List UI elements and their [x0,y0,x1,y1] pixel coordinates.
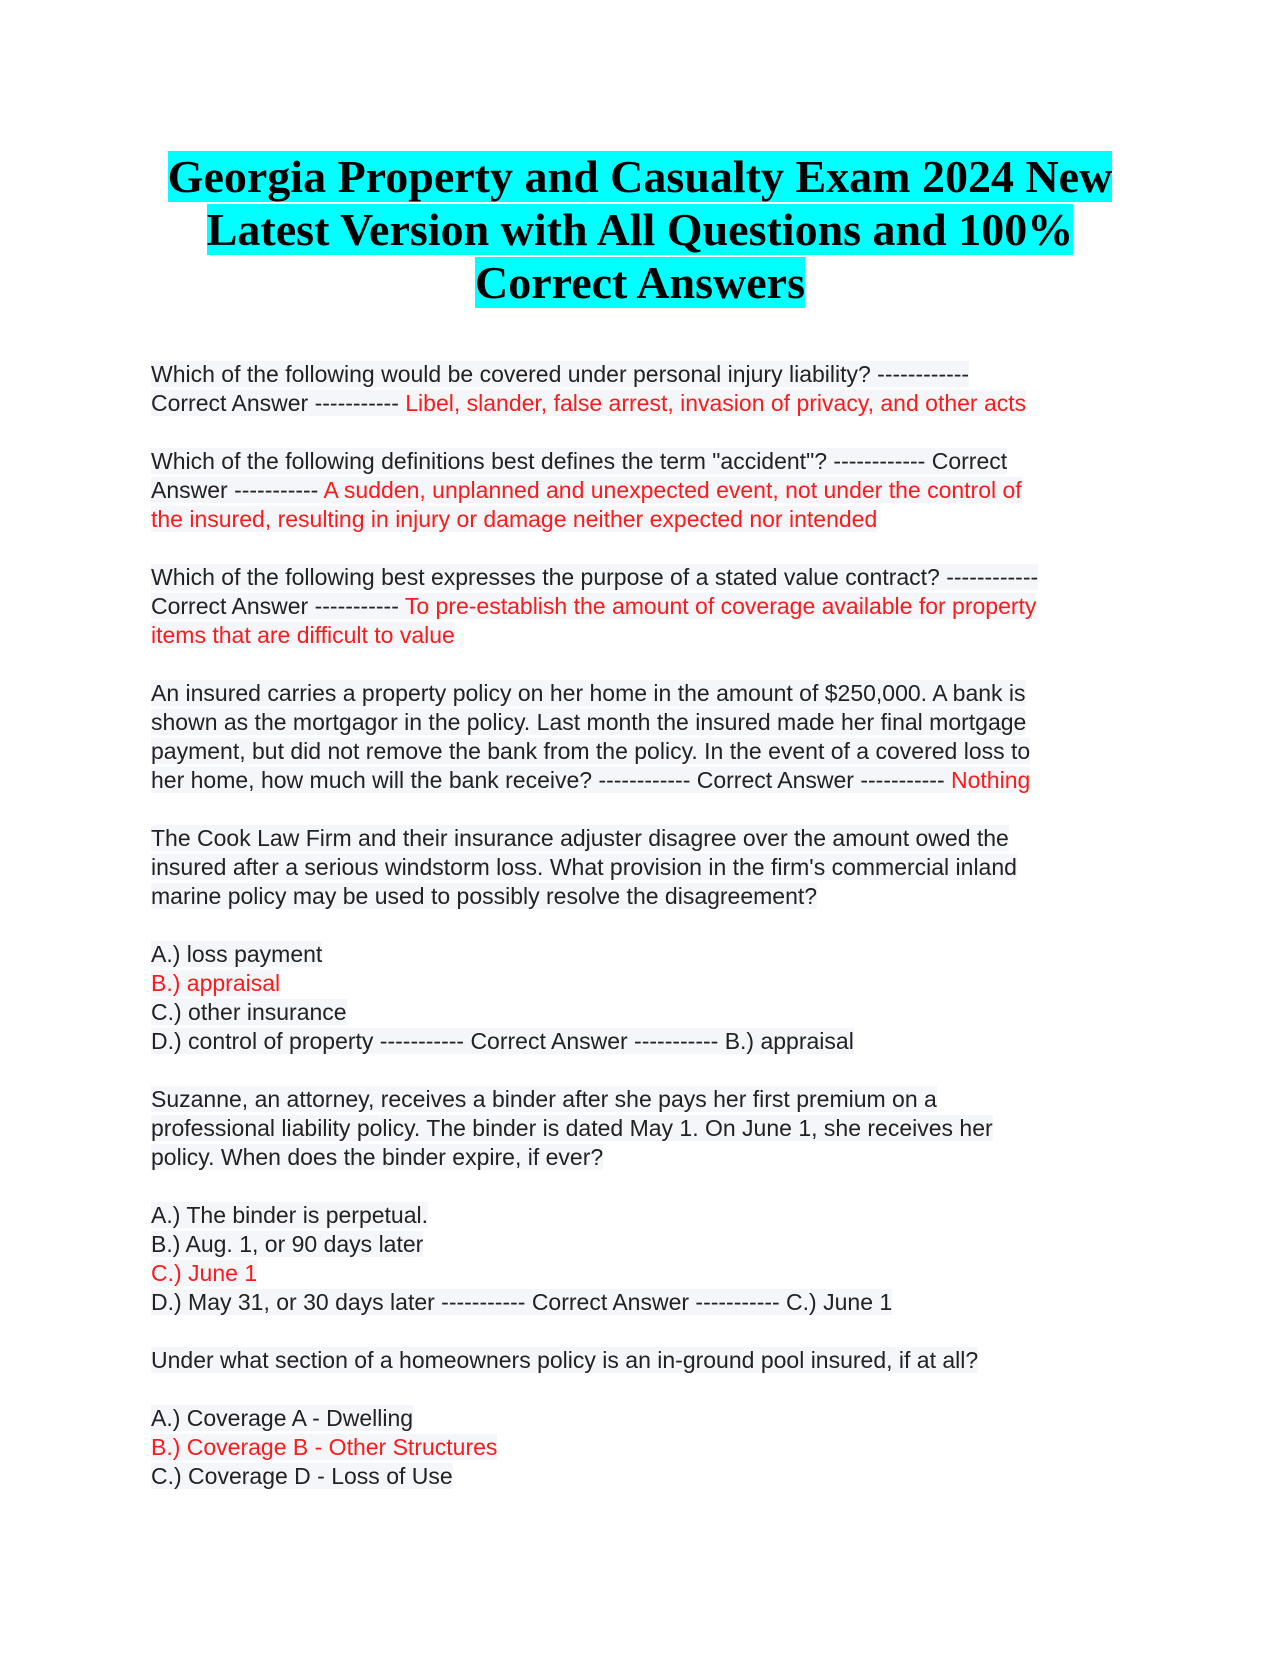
correct-answer: A sudden, unplanned and unexpected event, not under the control of [323,477,1022,503]
option-c: C.) other insurance [151,999,347,1025]
correct-answer-continued: items that are difficult to value [151,622,455,648]
correct-answer: Libel, slander, false arrest, invasion of privacy, and other acts [405,390,1027,416]
question-5-options [151,940,1141,1056]
question-text: marine policy may be used to possibly resolve the disagreement? [151,883,818,909]
option-a: A.) loss payment [151,941,323,967]
question-7-options [151,1404,1141,1491]
option-c: C.) Coverage D - Loss of Use [151,1463,453,1489]
question-text: Which of the following best expresses the purpose of a stated value contract? ------------ [151,564,1039,590]
question-text: insured after a serious windstorm loss. What provision in the firm's commercial inland [151,854,1017,880]
option-a: A.) The binder is perpetual. [151,1202,429,1228]
title-line-3: Correct Answers [475,257,805,308]
question-text: Suzanne, an attorney, receives a binder after she pays her first premium on a [151,1086,937,1112]
correct-answer-continued: the insured, resulting in injury or damage neither expected nor intended [151,506,878,532]
question-text: shown as the mortgagor in the policy. Last month the insured made her final mortgage [151,709,1027,735]
correct-answer: Nothing [951,767,1031,793]
question-1 [151,360,1141,418]
question-3 [151,563,1141,650]
question-text: The Cook Law Firm and their insurance adjuster disagree over the amount owed the [151,825,1009,851]
option-b: B.) Aug. 1, or 90 days later [151,1231,424,1257]
question-4 [151,679,1141,795]
title-line-1: Georgia Property and Casualty Exam 2024 New [167,151,1113,202]
question-7 [151,1346,1141,1375]
option-d-with-answer: D.) control of property ----------- Correct Answer ----------- B.) appraisal [151,1028,854,1054]
title-line-2: Latest Version with All Questions and 100% [206,204,1074,255]
option-b-correct: B.) Coverage B - Other Structures [151,1434,498,1460]
question-text: policy. When does the binder expire, if ever? [151,1144,604,1170]
question-text: payment, but did not remove the bank from the policy. In the event of a covered loss to [151,738,1031,764]
document-title [120,150,1160,309]
correct-answer-label: Correct Answer ----------- [151,390,406,416]
question-text: An insured carries a property policy on her home in the amount of $250,000. A bank is [151,680,1026,706]
question-text: Under what section of a homeowners policy is an in-ground pool insured, if at all? [151,1347,979,1373]
question-text: Which of the following would be covered under personal injury liability? ------------ [151,361,970,387]
correct-answer-label: Correct Answer ----------- [151,593,405,619]
option-d-with-answer: D.) May 31, or 30 days later ----------- Correct Answer ----------- C.) June 1 [151,1289,893,1315]
option-a: A.) Coverage A - Dwelling [151,1405,414,1431]
correct-answer-label: her home, how much will the bank receive? ------------ Correct Answer ----------- [151,767,951,793]
option-c-correct: C.) June 1 [151,1260,258,1286]
question-5 [151,824,1141,911]
question-6 [151,1085,1141,1172]
question-2 [151,447,1141,534]
option-b-correct: B.) appraisal [151,970,281,996]
question-text: professional liability policy. The binder is dated May 1. On June 1, she receives her [151,1115,993,1141]
correct-answer: To pre-establish the amount of coverage available for property [404,593,1037,619]
document-body [151,360,1141,1520]
question-text: Which of the following definitions best defines the term "accident"? ------------ Correct [151,448,1008,474]
question-6-options [151,1201,1141,1317]
correct-answer-label: Answer ----------- [151,477,324,503]
